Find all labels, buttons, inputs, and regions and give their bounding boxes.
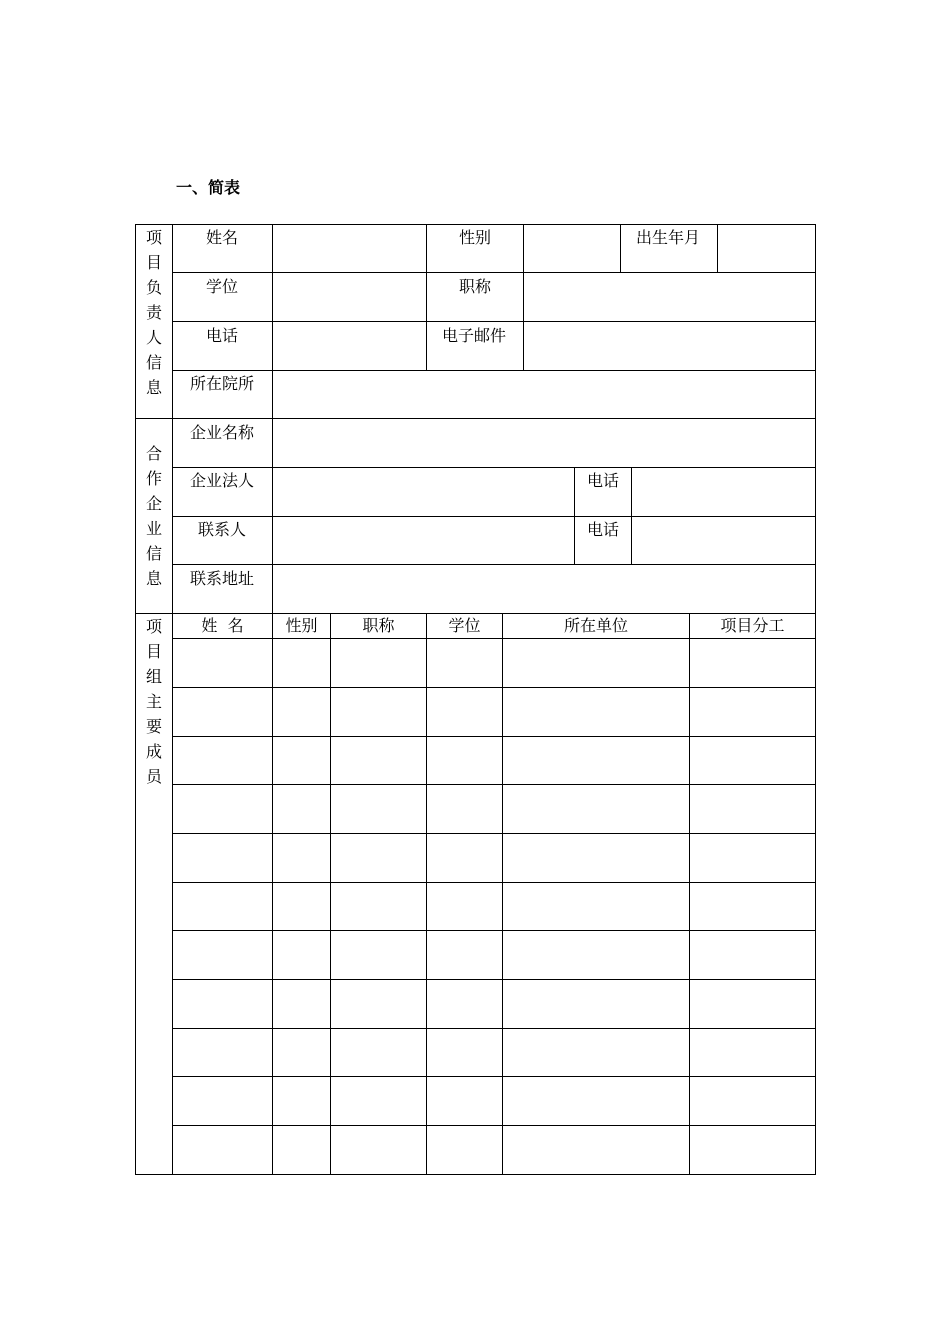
col-header-role: 项目分工	[720, 616, 785, 635]
col-header-title: 职称	[362, 616, 395, 635]
address-field[interactable]	[273, 565, 815, 613]
leader-phone-field[interactable]	[273, 322, 426, 370]
member-row[interactable]	[173, 1029, 815, 1076]
member-row[interactable]	[173, 639, 815, 687]
leader-title-field[interactable]	[524, 273, 815, 321]
contact-field[interactable]	[273, 517, 574, 564]
member-row[interactable]	[173, 980, 815, 1028]
label-phone: 电话	[206, 326, 239, 345]
member-row[interactable]	[173, 785, 815, 833]
label-legal-rep: 企业法人	[190, 471, 255, 490]
leader-gender-field[interactable]	[524, 225, 620, 272]
col-header-name: 姓 名	[201, 616, 244, 635]
member-row[interactable]	[173, 834, 815, 882]
legal-rep-field[interactable]	[273, 468, 574, 516]
label-name: 姓名	[206, 228, 239, 247]
member-row[interactable]	[173, 931, 815, 979]
leader-birth-field[interactable]	[718, 225, 815, 272]
label-contact: 联系人	[198, 520, 247, 539]
col-header-gender: 性别	[285, 616, 318, 635]
label-degree: 学位	[206, 277, 239, 296]
member-row[interactable]	[173, 737, 815, 784]
col-header-unit: 所在单位	[563, 616, 628, 635]
label-institute: 所在院所	[190, 374, 255, 393]
col-header-degree: 学位	[448, 616, 481, 635]
leader-email-field[interactable]	[524, 322, 815, 370]
label-legal-phone: 电话	[587, 471, 620, 490]
leader-institute-field[interactable]	[273, 371, 815, 418]
section-label-leader: 项 目 负 责 人 信 息	[145, 228, 162, 397]
member-row[interactable]	[173, 883, 815, 930]
contact-phone-field[interactable]	[632, 517, 815, 564]
label-address: 联系地址	[190, 569, 255, 588]
member-row[interactable]	[173, 688, 815, 736]
leader-degree-field[interactable]	[273, 273, 426, 321]
company-name-field[interactable]	[273, 419, 815, 467]
label-title: 职称	[459, 277, 492, 296]
label-company-name: 企业名称	[190, 423, 255, 442]
section-label-company: 合 作 企 业 信 息	[145, 444, 162, 588]
legal-phone-field[interactable]	[632, 468, 815, 516]
page-title: 一、简表	[176, 178, 241, 197]
member-row[interactable]	[173, 1077, 815, 1125]
label-birth: 出生年月	[636, 228, 701, 247]
leader-name-field[interactable]	[273, 225, 426, 272]
label-contact-phone: 电话	[587, 520, 620, 539]
member-row[interactable]	[173, 1126, 815, 1174]
section-label-members: 项 目 组 主 要 成 员	[145, 617, 162, 786]
label-gender: 性别	[459, 228, 492, 247]
label-email: 电子邮件	[442, 326, 507, 345]
